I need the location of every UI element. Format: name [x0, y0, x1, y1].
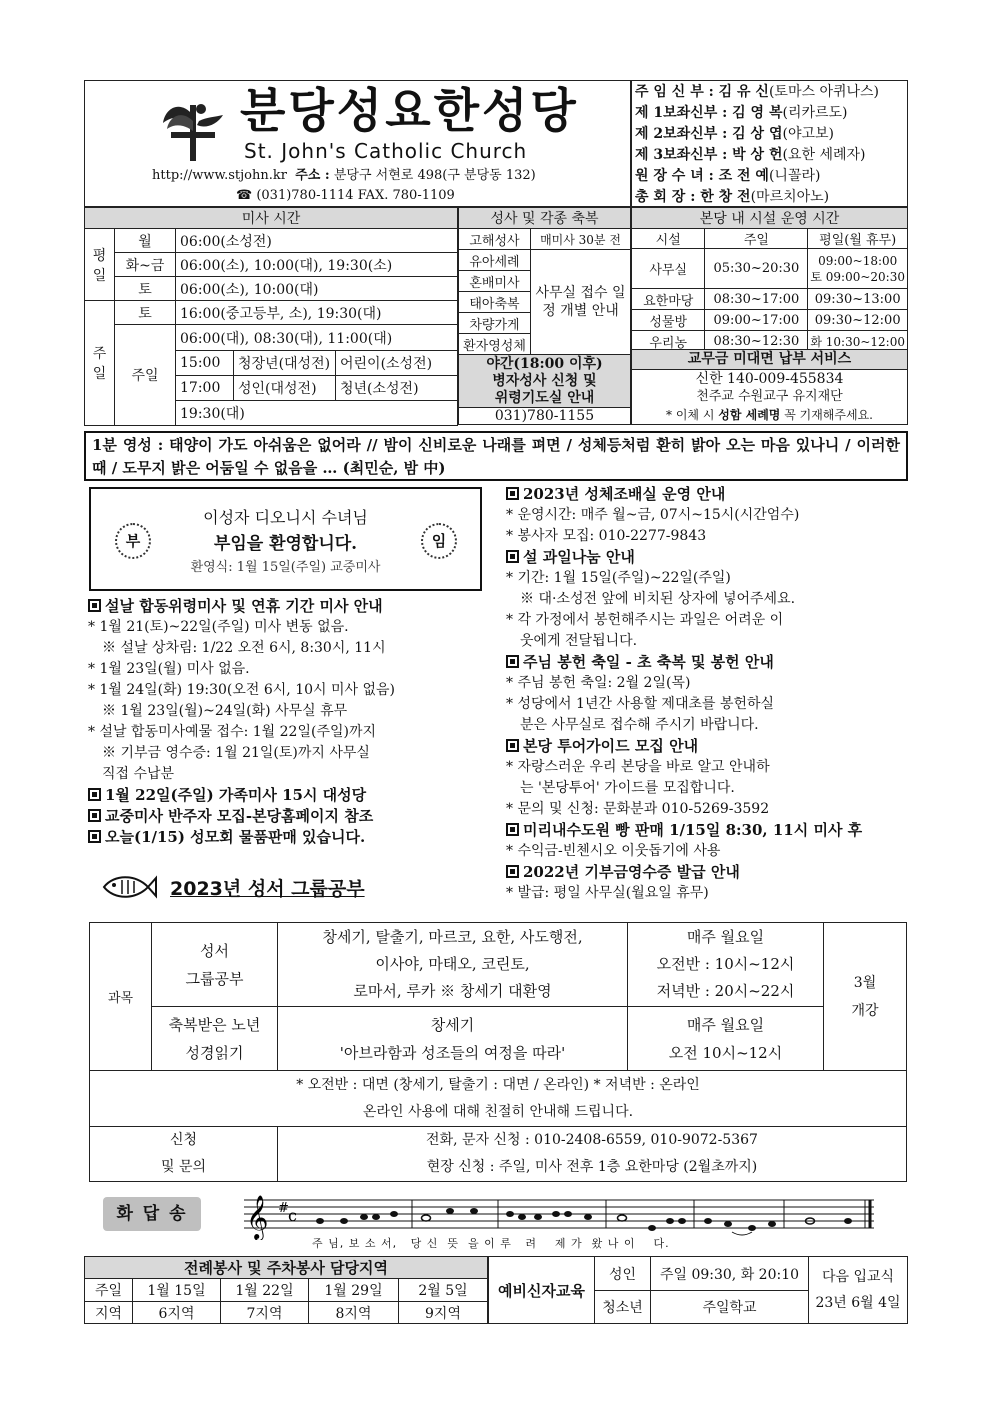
checkbox-bullet-icon	[88, 809, 101, 822]
sacrament-phone: 031)780-1155	[459, 408, 631, 425]
eagle-cross-icon	[157, 95, 229, 167]
checkbox-bullet-icon	[506, 487, 519, 500]
church-subtitle: St. John's Catholic Church	[244, 139, 528, 163]
opening-date: 3월 개강	[824, 923, 907, 1071]
course-label: 과목	[90, 923, 152, 1071]
church-logo	[157, 95, 229, 167]
account-owner: 천주교 수원교구 유지재단	[696, 389, 843, 404]
mass-time: 청년(소성전)	[336, 376, 458, 401]
next-entrance: 다음 입교식 23년 6월 4일	[809, 1257, 908, 1324]
notice-line: ※ 기부금 영수증: 1월 21일(토)까지 사무실	[102, 745, 370, 761]
night-sacrament: 야간(18:00 이후) 병자성사 신청 및 위령기도실 안내	[459, 355, 631, 408]
facility-header: 시설	[632, 229, 705, 249]
sacrament-title: 성사 및 각종 축복	[459, 208, 631, 229]
notice-line: * 기간: 1월 15일(주일)~22일(주일)	[506, 570, 731, 586]
checkbox-bullet-icon	[506, 550, 519, 563]
left-notices	[88, 596, 488, 848]
bible-study-title: 2023년 성서 그룹공부	[170, 878, 365, 900]
checkbox-bullet-icon	[506, 655, 519, 668]
weekday-label: 평일	[85, 229, 115, 301]
clergy-row: 주 임 신 부 : 김 유 신(토마스 아퀴나스)	[635, 84, 880, 100]
notice-line: * 발급: 평일 사무실(월요일 휴무)	[506, 885, 709, 901]
notice-heading: 본당 투어가이드 모집 안내	[506, 736, 906, 757]
sacrament-office-note: 사무실 접수 일정 개별 안내	[531, 250, 631, 355]
facility-title: 본당 내 시설 운영 시간	[632, 208, 908, 229]
facility-weekday: 09:00~18:00 토 09:00~20:30	[808, 249, 908, 289]
group-study-books: 창세기, 탈출기, 마르코, 요한, 사도행전, 이사야, 마태오, 코린토, 로마서, 루카 ※ 창세기 대환영	[278, 923, 628, 1007]
psalm-lyrics: 주 님, 보 소 서, 당 신 뜻 을 이 루 려 제 가 왔 나 이 다.	[312, 1237, 670, 1250]
notice-line: * 설날 합동미사예물 접수: 1월 22일(주일)까지	[88, 724, 376, 740]
header-contact	[152, 166, 536, 185]
sacrament-item: 태아축복	[459, 292, 531, 313]
class-format-note: * 오전반 : 대면 (창세기, 탈출기 : 대면 / 온라인) * 저녁반 : 온라인 온라인 사용에 대해 친절히 안내해 드립니다.	[90, 1071, 907, 1127]
meditation-text: 1분 영성 : 태양이 가도 아쉬움은 없어라 // 밤이 신비로운 나래를 펴면 / 성체등처럼 환히 밝아 오는 마음 있나니 / 이러한 때 / 도무지 밝은 어둠일 수 없음을 … (최민순, 밤 中)	[92, 436, 900, 477]
catechumen-table	[488, 1256, 908, 1324]
fish-icon	[98, 874, 158, 900]
duty-region: 6지역	[133, 1302, 221, 1324]
notice-line: ※ 설날 상차림: 1/22 오전 6시, 8:30시, 11시	[102, 640, 386, 656]
clergy-row: 제 2보좌신부 : 김 상 엽(야고보)	[635, 126, 834, 142]
mass-time: 청장년(대성전)	[234, 351, 336, 376]
facility-sunday: 09:00~17:00	[705, 310, 808, 331]
duty-date: 1월 29일	[309, 1279, 399, 1302]
youth-label: 청소년	[595, 1291, 651, 1324]
facility-weekday: 09:30~13:00	[808, 289, 908, 310]
sacrament-item: 혼배미사	[459, 271, 531, 292]
mass-time: 06:00(소), 10:00(대)	[176, 277, 458, 301]
sacrament-note: 매미사 30분 전	[531, 229, 631, 250]
notice-heading: 오늘(1/15) 성모회 물품판매 있습니다.	[88, 827, 488, 848]
sacrament-item: 유아세례	[459, 250, 531, 271]
notice-line: * 문의 및 신청: 문화분과 010-5269-3592	[506, 801, 770, 817]
facility-name: 성물방	[632, 310, 705, 331]
notice-line: * 1월 24일(화) 19:30(오전 6시, 10시 미사 없음)	[88, 682, 396, 698]
svg-text:𝄞: 𝄞	[246, 1195, 269, 1239]
psalm-label: 화 답 송	[103, 1197, 201, 1231]
mass-time: 어린이(소성전)	[336, 351, 458, 376]
welcome-box	[89, 487, 482, 591]
sacrament-box	[458, 207, 631, 425]
clergy-row: 제 1보좌신부 : 김 영 복(리카르도)	[635, 105, 848, 121]
sunday-label: 주일	[85, 301, 115, 426]
duty-region: 7지역	[221, 1302, 309, 1324]
mass-schedule	[84, 207, 458, 425]
account-number: 신한 140-009-455834	[695, 371, 844, 387]
facility-name: 우리농	[632, 331, 705, 352]
notice-heading: 2023년 성체조배실 운영 안내	[506, 484, 906, 505]
notice-heading: 미리내수도원 빵 판매 1/15일 8:30, 11시 미사 후	[506, 820, 906, 841]
notice-heading: 주님 봉헌 축일 - 초 축복 및 봉헌 안내	[506, 652, 906, 673]
welcome-line3: 환영식: 1월 15일(주일) 교중미사	[190, 560, 381, 575]
group-study-time: 매주 월요일 오전반 : 10시~12시 저녁반 : 20시~22시	[628, 923, 824, 1007]
notice-line: * 수익금-빈첸시오 이웃돕기에 사용	[506, 843, 721, 859]
apply-contact: 전화, 문자 신청 : 010-2408-6559, 010-9072-5367 현장 신청 : 주일, 미사 전후 1층 요한마당 (2월초까지)	[278, 1127, 907, 1182]
laurel-right-icon: 임	[421, 523, 457, 559]
payment-box	[631, 349, 908, 425]
notice-line: * 성당에서 1년간 사용할 제대초를 봉헌하실	[506, 696, 775, 712]
duty-date: 1월 22일	[221, 1279, 309, 1302]
group-study-label: 성서 그룹공부	[152, 923, 278, 1007]
meditation-box	[84, 431, 908, 481]
duty-region: 8지역	[309, 1302, 399, 1324]
notice-line: ※ 대·소성전 앞에 비치된 상자에 넣어주세요.	[520, 591, 796, 607]
checkbox-bullet-icon	[88, 830, 101, 843]
duty-title: 전례봉사 및 주차봉사 담당지역	[85, 1257, 488, 1279]
notice-heading: 교중미사 반주자 모집-본당홈페이지 참조	[88, 806, 488, 827]
checkbox-bullet-icon	[506, 823, 519, 836]
notice-line: ※ 1월 23일(월)~24일(화) 사무실 휴무	[102, 703, 348, 719]
facility-name: 사무실	[632, 249, 705, 289]
welcome-line2: 부임을 환영합니다.	[213, 534, 358, 554]
mass-time: 19:30(대)	[176, 401, 458, 426]
adult-time: 주일 09:30, 화 20:10	[651, 1257, 809, 1291]
facility-sunday: 08:30~12:30	[705, 331, 808, 352]
mass-time: 성인(대성전)	[234, 376, 336, 401]
notice-line: * 주님 봉헌 축일: 2월 2일(목)	[506, 675, 691, 691]
notice-line: 웃에게 전달됩니다.	[520, 633, 638, 649]
sacrament-item: 환자영성체	[459, 334, 531, 355]
mass-day: 토	[115, 301, 176, 325]
duty-date: 1월 15일	[133, 1279, 221, 1302]
welcome-line1: 이성자 디오니시 수녀님	[203, 508, 368, 527]
psalm-score	[244, 1190, 878, 1240]
transfer-note: * 이체 시 성함 세례명 꼭 기재해주세요.	[666, 408, 873, 422]
svg-text:#: #	[278, 1201, 289, 1216]
website-link[interactable]: http://www.stjohn.kr	[152, 168, 287, 183]
facility-header: 주일	[705, 229, 808, 249]
mass-title: 미사 시간	[85, 208, 458, 229]
duty-header: 지역	[85, 1302, 133, 1324]
notice-line: 는 '본당투어' 가이드를 모집합니다.	[520, 780, 735, 796]
bible-study-table	[89, 922, 907, 1181]
church-title: 분당성요한성당	[240, 84, 579, 139]
right-notices	[506, 484, 906, 904]
catechumen-label: 예비신자교육	[489, 1257, 595, 1324]
clergy-row: 제 3보좌신부 : 박 상 헌(요한 세례자)	[635, 147, 866, 163]
sacrament-item: 고해성사	[459, 229, 531, 250]
notice-line: * 1월 23일(월) 미사 없음.	[88, 661, 250, 677]
payment-title: 교무금 미대면 납부 서비스	[632, 350, 907, 370]
clergy-row: 원 장 수 녀 : 조 전 예(니꼴라)	[635, 168, 821, 184]
facility-weekday: 09:30~12:00	[808, 310, 908, 331]
notice-line: * 자랑스러운 우리 본당을 바로 알고 안내하	[506, 759, 770, 775]
mass-time: 06:00(대), 08:30(대), 11:00(대)	[176, 325, 458, 351]
notice-heading: 설날 합동위령미사 및 연휴 기간 미사 안내	[88, 596, 488, 617]
checkbox-bullet-icon	[506, 865, 519, 878]
mass-time: 15:00	[176, 351, 234, 376]
notice-heading: 2022년 기부금영수증 발급 안내	[506, 862, 906, 883]
checkbox-bullet-icon	[506, 739, 519, 752]
notice-line: 분은 사무실로 접수해 주시기 바랍니다.	[520, 717, 759, 733]
checkbox-bullet-icon	[88, 599, 101, 612]
duty-table	[84, 1256, 488, 1324]
svg-text:c: c	[288, 1206, 297, 1225]
mass-time: 06:00(소성전)	[176, 229, 458, 253]
notice-heading: 설 과일나눔 안내	[506, 547, 906, 568]
youth-time: 주일학교	[651, 1291, 809, 1324]
notice-line: * 1월 21(토)~22일(주일) 미사 변동 없음.	[88, 619, 349, 635]
mass-time: 17:00	[176, 376, 234, 401]
facility-sunday: 05:30~20:30	[705, 249, 808, 289]
address: 분당구 서현로 498(구 분당동 132)	[333, 168, 536, 183]
duty-date: 2월 5일	[399, 1279, 488, 1302]
duty-header: 주일	[85, 1279, 133, 1302]
mass-day: 화~금	[115, 253, 176, 277]
facility-sunday: 08:30~17:00	[705, 289, 808, 310]
duty-region: 9지역	[399, 1302, 488, 1324]
mass-day: 토	[115, 277, 176, 301]
facility-weekday: 화 10:30~12:00	[808, 331, 908, 352]
clergy-row: 총 회 장 : 한 창 전(마르치아노)	[635, 189, 830, 205]
apply-label: 신청 및 문의	[90, 1127, 278, 1182]
address-label: 주소 :	[295, 168, 330, 183]
phone-fax: ☎ (031)780-1114 FAX. 780-1109	[236, 188, 455, 203]
mass-time: 16:00(중고등부, 소), 19:30(대)	[176, 301, 458, 325]
clergy-box	[631, 80, 908, 207]
mass-day: 월	[115, 229, 176, 253]
elder-reading-label: 축복받은 노년 성경읽기	[152, 1007, 278, 1071]
checkbox-bullet-icon	[88, 788, 101, 801]
sacrament-item: 차량가게	[459, 313, 531, 334]
notice-line: * 운영시간: 매주 월~금, 07시~15시(시간엄수)	[506, 507, 800, 523]
facility-box	[631, 207, 908, 350]
notice-heading: 1월 22일(주일) 가족미사 15시 대성당	[88, 785, 488, 806]
facility-header: 평일(월 휴무)	[808, 229, 908, 249]
laurel-left-icon: 부	[115, 523, 151, 559]
mass-time: 06:00(소), 10:00(대), 19:30(소)	[176, 253, 458, 277]
elder-reading-book: 창세기 '아브라함과 성조들의 여정을 따라'	[278, 1007, 628, 1071]
notice-line: * 봉사자 모집: 010-2277-9843	[506, 528, 707, 544]
mass-day: 주일	[115, 325, 176, 426]
adult-label: 성인	[595, 1257, 651, 1291]
notice-line: * 각 가정에서 봉헌해주시는 과일은 어려운 이	[506, 612, 784, 628]
notice-line: 직접 수납분	[102, 766, 175, 782]
elder-reading-time: 매주 월요일 오전 10시~12시	[628, 1007, 824, 1071]
facility-name: 요한마당	[632, 289, 705, 310]
